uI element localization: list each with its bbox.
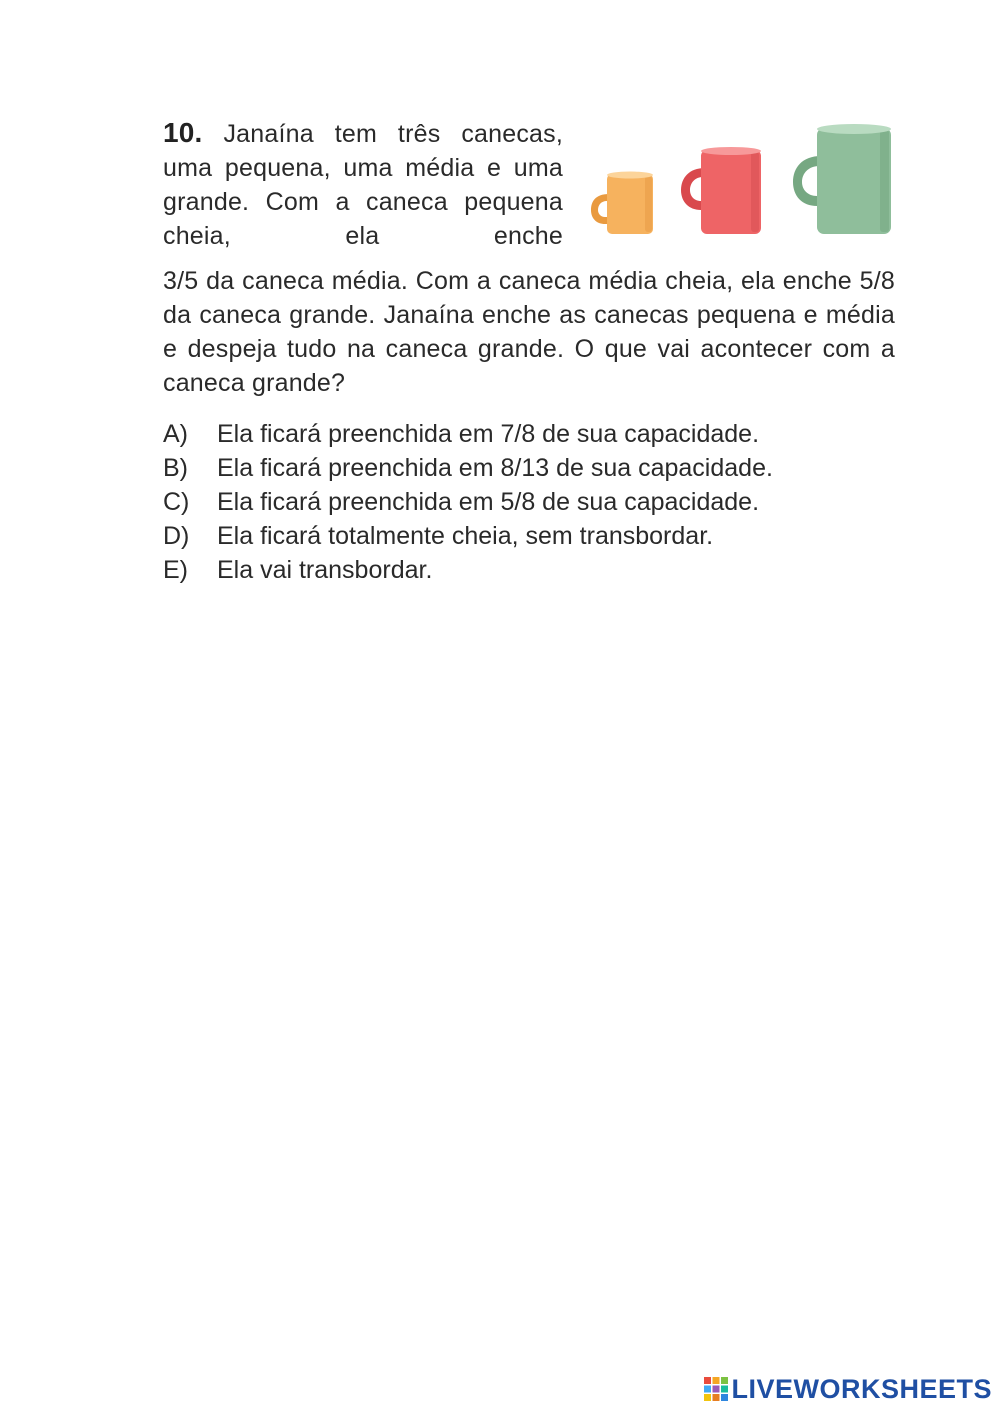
option-letter: C) <box>163 488 190 516</box>
liveworksheets-logo-icon <box>703 1376 729 1402</box>
medium-mug-icon <box>681 147 761 234</box>
question-stem-rest: 3/5 da caneca média. Com a caneca média cheia, ela enche 5/8 da caneca grande. Janaína enche as canecas pequena e média e despeja tudo na caneca grande. O que vai acontecer com a caneca grande? <box>163 267 895 397</box>
large-mug-icon <box>793 124 891 234</box>
small-mug-icon <box>591 172 653 235</box>
question-stem-lead-text: Janaína tem três canecas, uma pequena, uma média e uma grande. Com a caneca pequena cheia, ela enche <box>163 120 563 250</box>
option-letter: D) <box>163 522 190 550</box>
option-letter: A) <box>163 420 188 448</box>
question-number: 10. <box>163 117 203 148</box>
question-stem-top <box>163 116 895 264</box>
option-b[interactable] <box>163 451 895 485</box>
mugs-illustration <box>581 122 899 240</box>
question-10 <box>163 116 895 587</box>
liveworksheets-brand[interactable] <box>703 1369 992 1409</box>
option-text: Ela ficará totalmente cheia, sem transbordar. <box>217 522 714 550</box>
option-letter: E) <box>163 556 188 584</box>
option-text: Ela ficará preenchida em 5/8 de sua capacidade. <box>217 488 760 516</box>
brand-text: LIVEWORKSHEETS <box>731 1373 992 1404</box>
option-c[interactable] <box>163 485 895 519</box>
option-e[interactable] <box>163 553 895 587</box>
answer-options <box>163 417 895 587</box>
option-a[interactable] <box>163 417 895 451</box>
question-stem-lead <box>163 116 563 253</box>
option-d[interactable] <box>163 519 895 553</box>
option-text: Ela ficará preenchida em 8/13 de sua capacidade. <box>217 454 773 482</box>
option-text: Ela vai transbordar. <box>217 556 433 584</box>
option-text: Ela ficará preenchida em 7/8 de sua capacidade. <box>217 420 760 448</box>
option-letter: B) <box>163 454 188 482</box>
